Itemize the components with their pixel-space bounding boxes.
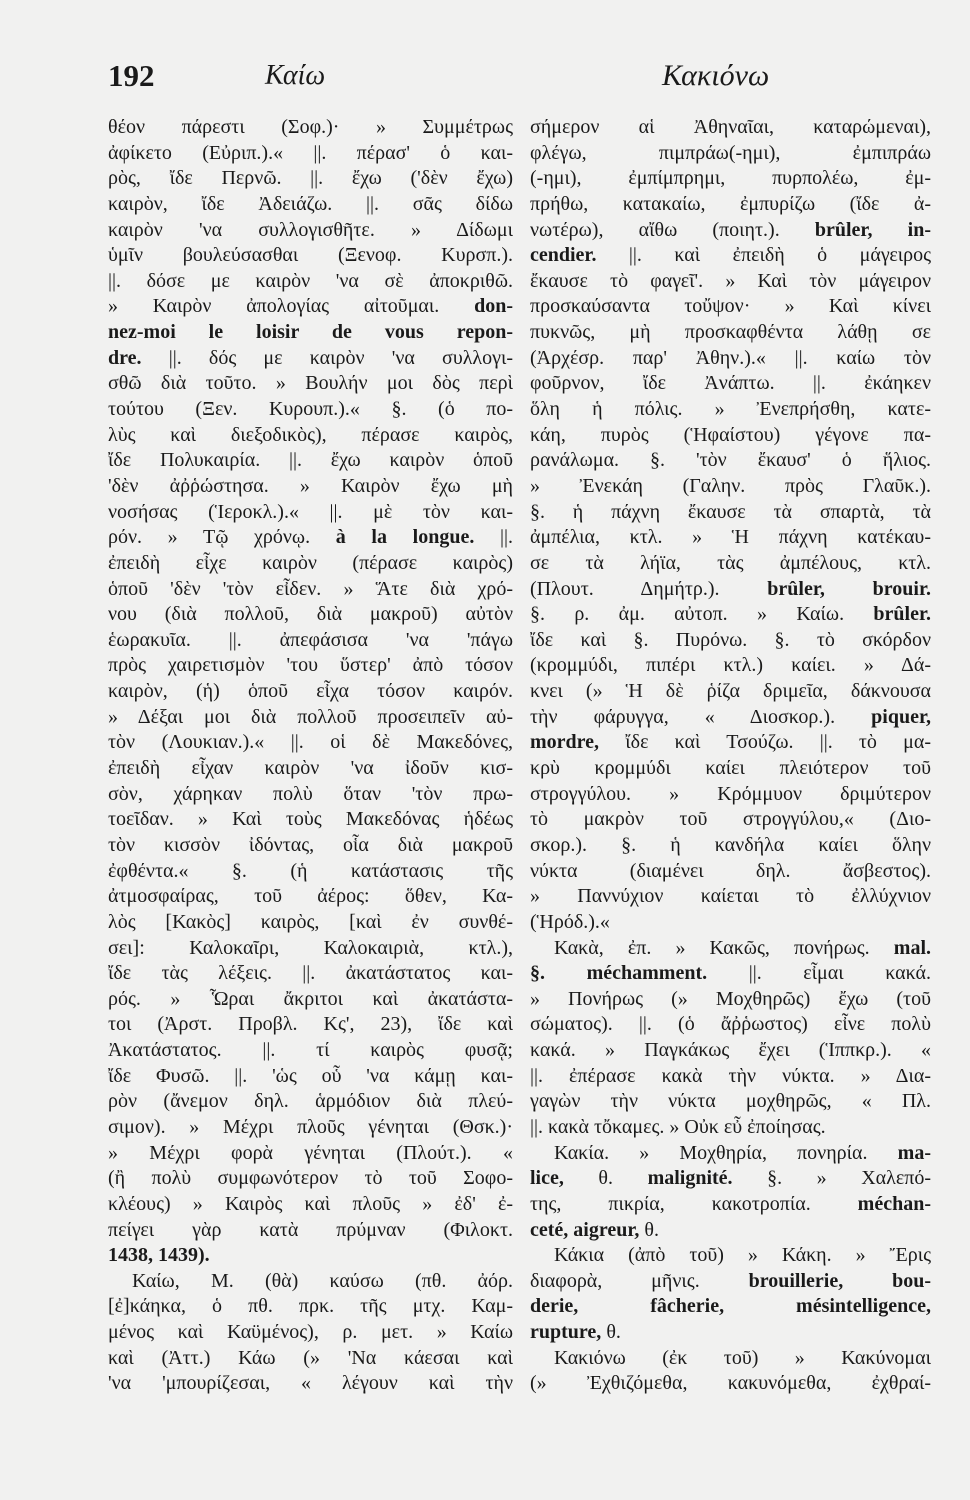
text-line: θέον πάρεστι (Σοφ.)· » Συμμέτρως (108, 116, 513, 138)
greek-text: §. » Χαλεπό- (732, 1167, 931, 1190)
text-line: ἑωρακυῖα. ||. ἀπεφάσισα 'να 'πάγω (108, 628, 513, 651)
text-line: κλέους) » Καιρὸς καὶ πλοῦς » ἐδ' ἐ- (108, 1192, 513, 1215)
text-line: (κρομμύδι, πιπέρι κτλ.) καίει. » Δά- (530, 654, 931, 677)
text-line: νύκτα (διαμένει δηλ. ἄσβεστος). (530, 859, 931, 882)
text-line: καὶ (Ἀττ.) Κάω (» 'Να κάεσαι καὶ (108, 1346, 513, 1369)
text-line: κρὺ κρομμύδι καίει πλειότερον τοῦ (530, 757, 931, 780)
text-line: (ἢ πολὺ συμφωνότερον τὸ τοῦ Σοφο- (108, 1167, 513, 1190)
text-line: τούτου (Ξεν. Κυρουπ.).« §. (ὁ πο- (108, 398, 513, 421)
text-line: (Ἀρχέσρ. παρ' Ἀθην.).« ||. καίω τὸν (530, 346, 931, 369)
bold-gloss: don- (474, 295, 513, 318)
text-line: προσκαύσαντα τοὔψον· » Καὶ κίνει (530, 295, 931, 318)
text-line (108, 1243, 513, 1269)
text-line: » Παννύχιον καίεται τὸ ἐλλύχνιον (530, 885, 931, 908)
text-line: στρογγύλου. » Κρόμμυον δριμύτερον (530, 782, 931, 805)
text-line (530, 577, 931, 603)
greek-text: ||. (474, 526, 513, 549)
text-line (530, 1192, 931, 1218)
text-line: σώματος). ||. (ὁ ἄῤῥωστος) εἶνε πολὺ (530, 1013, 931, 1036)
text-line (530, 730, 931, 756)
text-line: Ἀκατάστατος. ||. τί καιρὸς φυσᾷ; (108, 1039, 513, 1062)
bold-gloss: derie, fâcherie, mésintelligence, (530, 1295, 931, 1318)
entry-paragraph (530, 1346, 931, 1397)
text-line: » Ἐνεκάη (Γαλην. πρὸς Γλαῦκ.). (530, 474, 931, 497)
bold-gloss: brouillerie, bou- (748, 1269, 931, 1292)
text-line (530, 1218, 931, 1244)
text-line: ὅλη ἡ πόλις. » Ἐνεπρήσθη, κατε- (530, 398, 931, 421)
bold-gloss: brûler. (873, 603, 931, 626)
text-line: ρός. » Ὧραι ἄκριτοι καὶ ἀκατάστα- (108, 987, 513, 1010)
text-line: ρὸς, ἴδε Περνῶ. ||. ἔχω ('δὲν ἔχω) (108, 167, 513, 190)
bold-gloss: brûler, in- (814, 218, 931, 241)
text-line: 'δὲν ἀῤῥώστησα. » Καιρὸν ἔχω μὴ (108, 474, 513, 497)
entry-paragraph (108, 1269, 513, 1397)
text-line: ||. ἐπέρασε κακὰ τὴν νύκτα. » Δια- (530, 1064, 931, 1087)
text-line: σὸν, χάρηκαν πολὺ ὅταν 'τὸν πρω- (108, 782, 513, 805)
right-text-column (530, 115, 931, 1397)
text-line: ἐπειδὴ εἶχε καιρὸν (πέρασε καιρὸς) (108, 551, 513, 574)
text-line: νου (διὰ πολλοῦ, διὰ μακροῦ) αὐτὸν (108, 603, 513, 626)
text-line (108, 525, 513, 551)
greek-text: ||. εἶμαι κακά. (707, 962, 931, 985)
text-line: καιρὸν, (ἡ) ὁποῦ εἶχα τόσον καιρόν. (108, 680, 513, 703)
text-line (530, 1141, 931, 1167)
entry-paragraph (108, 115, 513, 1269)
text-line: γαγὼν τὴν νύκτα μοχθηρῶς, « Πλ. (530, 1090, 931, 1113)
greek-text: ἴδε καὶ Τσούζω. ||. τὸ μα- (599, 731, 931, 754)
text-line: τοι (Ἀρστ. Προβλ. Κς', 23), ἴδε καὶ (108, 1013, 513, 1036)
text-line: (Ἡρόδ.).« (530, 910, 610, 933)
text-line: μένος καὶ Καϋμένος), ρ. μετ. » Καίω (108, 1321, 513, 1344)
entry-paragraph (530, 936, 931, 1141)
text-line: ἴδε Πολυκαιρία. ||. ἔχω καιρὸν ὁποῦ (108, 449, 513, 472)
text-line: πρήθω, κατακαίω, ἐμπυρίζω (ἴδε ἀ- (530, 192, 931, 215)
bold-gloss: piquer, (871, 705, 931, 728)
bold-gloss: ma- (897, 1141, 931, 1164)
text-line: τὸν κισσὸν ἰδόντας, οἷα διὰ μακροῦ (108, 833, 513, 856)
text-line (530, 243, 931, 269)
text-line (530, 1166, 931, 1192)
greek-text: §. ρ. ἀμ. αὐτοπ. » Καίω. (530, 603, 874, 626)
bold-gloss: rupture, (530, 1321, 602, 1344)
text-line (530, 1294, 931, 1320)
text-line (530, 218, 931, 244)
text-line: λὸς [Κακὸς] καιρὸς, [καὶ ἐν συνθέ- (108, 910, 513, 933)
text-line: σε τὰ λήϊα, τὰς ἀμπέλους, κτλ. (530, 551, 931, 574)
text-line: σιμον). » Μέχρι πλοῦς γένηται (Θσκ.)· (108, 1115, 513, 1138)
text-line: κνει (» Ἡ δὲ ῥίζα δριμεῖα, δάκνουσα (530, 680, 931, 703)
text-line: ρὸν (ἄνεμον δηλ. ἁρμόδιον διὰ πλεύ- (108, 1090, 513, 1113)
text-line: πρὸς χαιρετισμὸν 'του ὕστερ' ἀπὸ τόσον (108, 654, 513, 677)
bold-gloss: lice, (530, 1167, 564, 1190)
text-line: πυκνῶς, μὴ προσκαφθέντα λάθῃ σε (530, 321, 931, 344)
text-line: ρανάλωμα. §. 'τὸν ἔκαυσ' ὁ ἥλιος. (530, 449, 931, 472)
text-line: (-ημι), ἐμπίμπρημι, πυρπολέω, ἐμ- (530, 167, 931, 190)
text-line (108, 346, 513, 372)
text-line: ἴδε τὰς λέξεις. ||. ἀκατάστατος και- (108, 962, 513, 985)
text-line: ἴδε Φυσῶ. ||. 'ὡς οὗ 'να κάμῃ και- (108, 1064, 513, 1087)
text-line: ἴδε καὶ §. Πυρόνω. §. τὸ σκόρδον (530, 628, 931, 651)
text-line: τὸ μακρὸν τοῦ στρογγύλου,« (Διο- (530, 808, 931, 831)
greek-text: Κακὰ, ἐπ. » Κακῶς, πονήρως. (554, 936, 894, 959)
text-line: σθῶ διὰ τοῦτο. » Βουλήν μοι δὸς περὶ (108, 372, 513, 395)
text-line (530, 1320, 931, 1346)
bold-gloss: brûler, brouir. (767, 577, 931, 600)
page-number: 192 (108, 58, 155, 93)
text-line: σήμερον αἱ Ἀθηναῖαι, καταρώμεναι), (530, 116, 931, 138)
text-line: » Δέξαι μοι διὰ πολλοῦ προσειπεῖν αὐ- (108, 705, 513, 728)
text-line: ἀφίκετο (Εὐριπ.).« ||. πέρασ' ὁ και- (108, 141, 513, 164)
text-line: φλέγω, πιμπράω(-ημι), ἐμπιπράω (530, 141, 931, 164)
text-line: ἐφθέντα.« §. (ἡ κατάστασις τῆς (108, 859, 513, 882)
greek-text: Κακία. » Μοχθηρία, πονηρία. (554, 1141, 898, 1164)
bold-gloss: cendier. (530, 244, 597, 267)
text-line (108, 320, 513, 346)
greek-text: νωτέρω), αἴθω (ποιητ.). (530, 218, 815, 241)
text-line: καιρὸν 'να συλλογισθῆτε. » Δίδωμι (108, 218, 513, 241)
text-line: ὁποῦ 'δὲν 'τὸν εἶδεν. » Ἅτε διὰ χρό- (108, 577, 513, 600)
text-line: Κακιόνω (ἐκ τοῦ) » Κακύνομαι (554, 1346, 931, 1369)
bold-gloss: 1438, 1439). (108, 1244, 210, 1267)
text-line: §. ἡ πάχνη ἔκαυσε τὰ σπαρτὰ, τὰ (530, 500, 931, 523)
greek-text: (Πλουτ. Δημήτρ.). (530, 577, 768, 600)
text-line: ἐπειδὴ εἶχαν καιρὸν 'να ἰδοῦν κισ- (108, 757, 513, 780)
greek-text: » Καιρὸν ἀπολογίας αἰτοῦμαι. (108, 295, 475, 318)
bold-gloss: méchan- (857, 1192, 931, 1215)
text-line: σκορ.). §. ἡ κανδήλα καίει ὅλην (530, 833, 931, 856)
greek-text: διαφορὰ, μῆνις. (530, 1269, 749, 1292)
text-line: καιρὸν, ἴδε Ἀδειάζω. ||. σᾶς δίδω (108, 192, 513, 215)
bold-gloss: mal. (893, 936, 931, 959)
text-line: σει]: Καλοκαῖρι, Καλοκαιριὰ, κτλ.), (108, 936, 513, 959)
text-line: ὑμῖν βουλεύσασθαι (Ξενοφ. Κυρσπ.). (108, 244, 513, 267)
text-line (530, 705, 931, 731)
bold-gloss: ceté, aigreur, (530, 1218, 640, 1241)
text-line: ἀτμοσφαίρας, τοῦ ἀέρος: ὅθεν, Κα- (108, 885, 513, 908)
text-line (530, 602, 931, 628)
bold-gloss: §. méchamment. (530, 962, 708, 985)
text-line: φοῦρνον, ἴδε Ἀνάπτω. ||. ἐκάηκεν (530, 372, 931, 395)
text-line: » Μέχρι φορὰ γένηται (Πλούτ.). « (108, 1141, 513, 1164)
text-line: κάη, πυρὸς (Ἡφαίστου) γέγονε πα- (530, 423, 931, 446)
text-line: λὺς καὶ διεξοδικὸς), πέρασε καιρὸς, (108, 423, 513, 446)
left-text-column (108, 115, 513, 1397)
greek-text: θ. (601, 1321, 621, 1344)
greek-text: της, πικρία, κακοτροπία. (530, 1192, 858, 1215)
greek-text: θ. (563, 1167, 648, 1190)
text-line: ||. δόσε με καιρὸν 'να σὲ ἀποκριθῶ. (108, 269, 513, 292)
bold-gloss: nez-moi le loisir de vous repon- (108, 321, 513, 344)
entry-paragraph (530, 115, 931, 936)
text-line: νοσήσας (Ἱεροκλ.).« ||. μὲ τὸν και- (108, 500, 513, 523)
text-line: Καίω, Μ. (θὰ) καύσω (πθ. ἀόρ. (132, 1269, 513, 1292)
greek-text: θ. (639, 1218, 659, 1241)
bold-gloss: dre. (108, 346, 142, 369)
text-line: 'να 'μπουρίζεσαι, « λέγουν καὶ τὴν (108, 1372, 513, 1395)
greek-text: ρόν. » Τῷ χρόνῳ. (108, 526, 336, 549)
text-line: ||. κακὰ τὄκαμες. » Οὐκ εὖ ἐποίησας. (530, 1115, 826, 1138)
text-line: [ἐ]κάηκα, ὁ πθ. πρκ. τῆς μτχ. Καμ- (108, 1295, 513, 1318)
text-line: πείγει γὰρ κατὰ πρύμναν (Φιλοκτ. (108, 1218, 513, 1241)
text-line: τοεῖδαν. » Καὶ τοὺς Μακεδόνας ἡδέως (108, 808, 513, 831)
header-guide-word-right: Κακιόνω (662, 59, 770, 92)
text-line: ἔκαυσε τὸ φαγεῖ'. » Καὶ τὸν μάγειρον (530, 269, 931, 292)
text-line: κακά. » Παγκάκως ἔχει (Ἱππκρ.). « (530, 1039, 931, 1062)
entry-paragraph (530, 1141, 931, 1244)
text-line: (» Ἐχθιζόμεθα, κακυνόμεθα, ἐχθραί- (530, 1372, 931, 1395)
greek-text: τὴν φάρυγγα, « Διοσκορ.). (530, 705, 872, 728)
text-line: » Πονήρως (» Μοχθηρῶς) ἔχω (τοῦ (530, 987, 931, 1010)
text-line: ἀμπέλια, κτλ. » Ἡ πάχνη κατέκαυ- (530, 526, 931, 549)
text-line (108, 294, 513, 320)
greek-text: ||. δός με καιρὸν 'να συλλογι- (141, 346, 513, 369)
text-line (530, 961, 931, 987)
bold-gloss: malignité. (647, 1167, 733, 1190)
entry-paragraph (530, 1243, 931, 1346)
text-line (530, 936, 931, 962)
text-line: Κάκια (ἀπὸ τοῦ) » Κάκη. » Ἔρις (554, 1244, 931, 1267)
bold-gloss: à la longue. (335, 526, 475, 549)
text-line (530, 1269, 931, 1295)
text-line: τὸν (Λουκιαν.).« ||. οἱ δὲ Μακεδόνες, (108, 731, 513, 754)
greek-text: ||. καὶ ἐπειδὴ ὁ μάγειρος (596, 244, 931, 267)
header-guide-word-left: Καίω (265, 60, 326, 91)
bold-gloss: mordre, (530, 731, 600, 754)
